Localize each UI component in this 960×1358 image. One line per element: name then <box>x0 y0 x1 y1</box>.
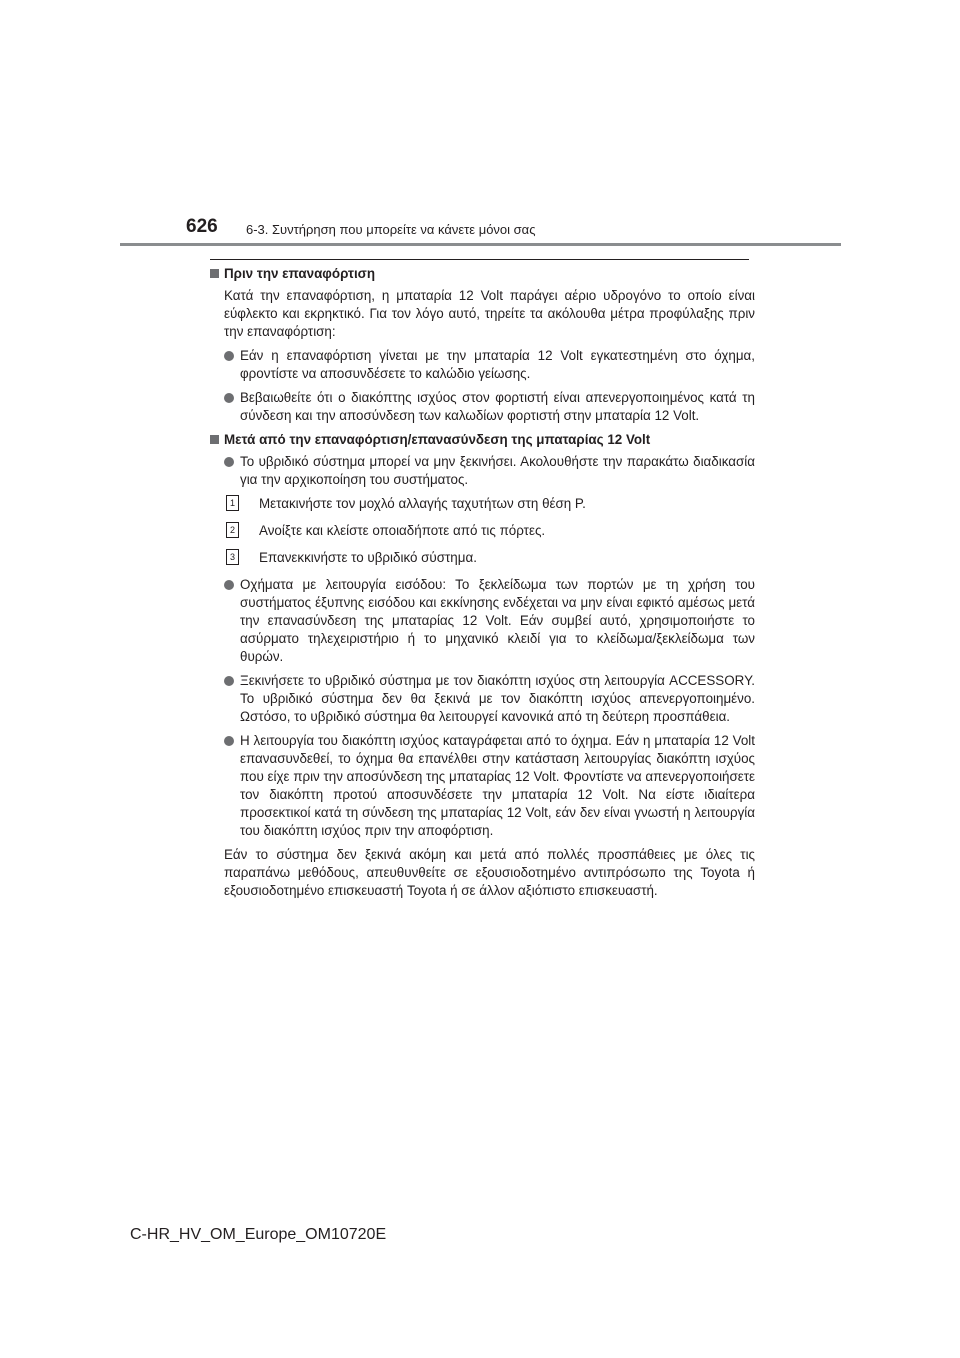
bullet-text: Εάν η επαναφόρτιση γίνεται με την μπαταρία 12 Volt εγκατεστημένη στο όχημα, φροντίστε να αποσυνδέσετε το καλώδιο γείωσης. <box>240 348 755 381</box>
bullet-item <box>240 389 755 425</box>
bullet-item <box>240 453 755 489</box>
square-bullet-icon <box>210 269 219 278</box>
bullet-dot-icon <box>224 351 234 361</box>
bullet-item <box>240 347 755 383</box>
step-text: Επανεκκινήστε το υβριδικό σύστημα. <box>259 550 477 565</box>
bullet-dot-icon <box>224 676 234 686</box>
step-text: Ανοίξτε και κλείστε οποιαδήποτε από τις πόρτες. <box>259 523 546 538</box>
chapter-title: 6-3. Συντήρηση που μπορείτε να κάνετε μόνοι σας <box>246 222 536 237</box>
step-item <box>229 495 755 513</box>
bullet-item <box>240 672 755 726</box>
section-heading-text: Μετά από την επαναφόρτιση/επανασύνδεση της μπαταρίας 12 Volt <box>224 432 651 447</box>
step-text: Μετακινήστε τον μοχλό αλλαγής ταχυτήτων στη θέση P. <box>259 496 586 511</box>
footer-doc-id: C-HR_HV_OM_Europe_OM10720E <box>130 1226 387 1243</box>
bullet-text: Η λειτουργία του διακόπτη ισχύος καταγράφεται από το όχημα. Εάν η μπαταρία 12 Volt επανασυνδεθεί, το όχημα θα επανέλθει στην κατάσταση λειτουργίας διακόπτη ισχύος που είχε πριν την αποσύνδεση της μπαταρίας 12 Volt. Φροντίστε να απενεργοποιήσετε τον διακόπτη προτού αποσυνδέσετε την μπαταρία 12 Volt. Να είστε ιδιαίτερα προσεκτικοί κατά τη σύνδεση της μπαταρίας 12 Volt, εάν δεν είναι γνωστή η λειτουργία του διακόπτη ισχύος πριν την αποφόρτιση. <box>240 733 755 838</box>
section-heading <box>210 431 755 449</box>
bullet-dot-icon <box>224 736 234 746</box>
step-item <box>229 549 755 567</box>
step-number-badge: 2 <box>226 522 239 538</box>
page-number: 626 <box>186 216 218 237</box>
square-bullet-icon <box>210 435 219 444</box>
bullet-text: Βεβαιωθείτε ότι ο διακόπτης ισχύος στον φορτιστή είναι απενεργοποιημένος κατά τη σύνδεση και την αποσύνδεση των καλωδίων φορτιστή στην μπαταρία 12 Volt. <box>240 390 755 423</box>
content-rule <box>210 259 749 260</box>
closing-paragraph: Εάν το σύστημα δεν ξεκινά ακόμη και μετά από πολλές προσπάθειες με όλες τις παραπάνω μεθόδους, απευθυνθείτε σε εξουσιοδοτημένο αντιπρόσωπο της Toyota ή εξουσιοδοτημένο επισκευαστή Toyota ή σε άλλον αξιόπιστο επισκευαστή. <box>224 847 755 898</box>
bullet-text: Ξεκινήσετε το υβριδικό σύστημα με τον διακόπτη ισχύος στη λειτουργία ACCESSORY. Το υβριδικό σύστημα δεν θα ξεκινά με τον διακόπτη ισχύος απενεργοποιημένο. Ωστόσο, το υβριδικό σύστημα θα λειτουργεί κανονικά από τη δεύτερη προσπάθεια. <box>240 673 755 724</box>
bullet-item <box>240 576 755 666</box>
bullet-item <box>240 732 755 840</box>
bullet-text: Το υβριδικό σύστημα μπορεί να μην ξεκινήσει. Ακολουθήστε την παρακάτω διαδικασία για την αρχικοποίηση του συστήματος. <box>240 454 755 487</box>
section-heading <box>210 265 755 283</box>
section-heading-text: Πριν την επαναφόρτιση <box>224 266 376 281</box>
section-intro: Κατά την επαναφόρτιση, η μπαταρία 12 Volt παράγει αέριο υδρογόνο το οποίο είναι εύφλεκτο και εκρηκτικό. Για τον λόγο αυτό, τηρείτε τα ακόλουθα μέτρα προφύλαξης πριν την επαναφόρτιση: <box>224 288 755 339</box>
page-content <box>210 265 755 906</box>
bullet-dot-icon <box>224 393 234 403</box>
step-item <box>229 522 755 540</box>
bullet-dot-icon <box>224 457 234 467</box>
header-rule <box>120 243 841 246</box>
bullet-text: Οχήματα με λειτουργία εισόδου: Το ξεκλείδωμα των πορτών με τη χρήση του συστήματος έξυπνης εισόδου και εκκίνησης ενδέχεται να μην είναι εφικτό αμέσως μετά την επανασύνδεση της μπαταρίας 12 Volt. Εάν συμβεί αυτό, χρησιμοποιήστε το ασύρματο τηλεχειριστήριο ή το μηχανικό κλειδί για το κλείδωμα/ξεκλείδωμα των θυρών. <box>240 577 755 664</box>
bullet-dot-icon <box>224 580 234 590</box>
step-number-badge: 1 <box>226 495 239 511</box>
step-number-badge: 3 <box>226 549 239 565</box>
